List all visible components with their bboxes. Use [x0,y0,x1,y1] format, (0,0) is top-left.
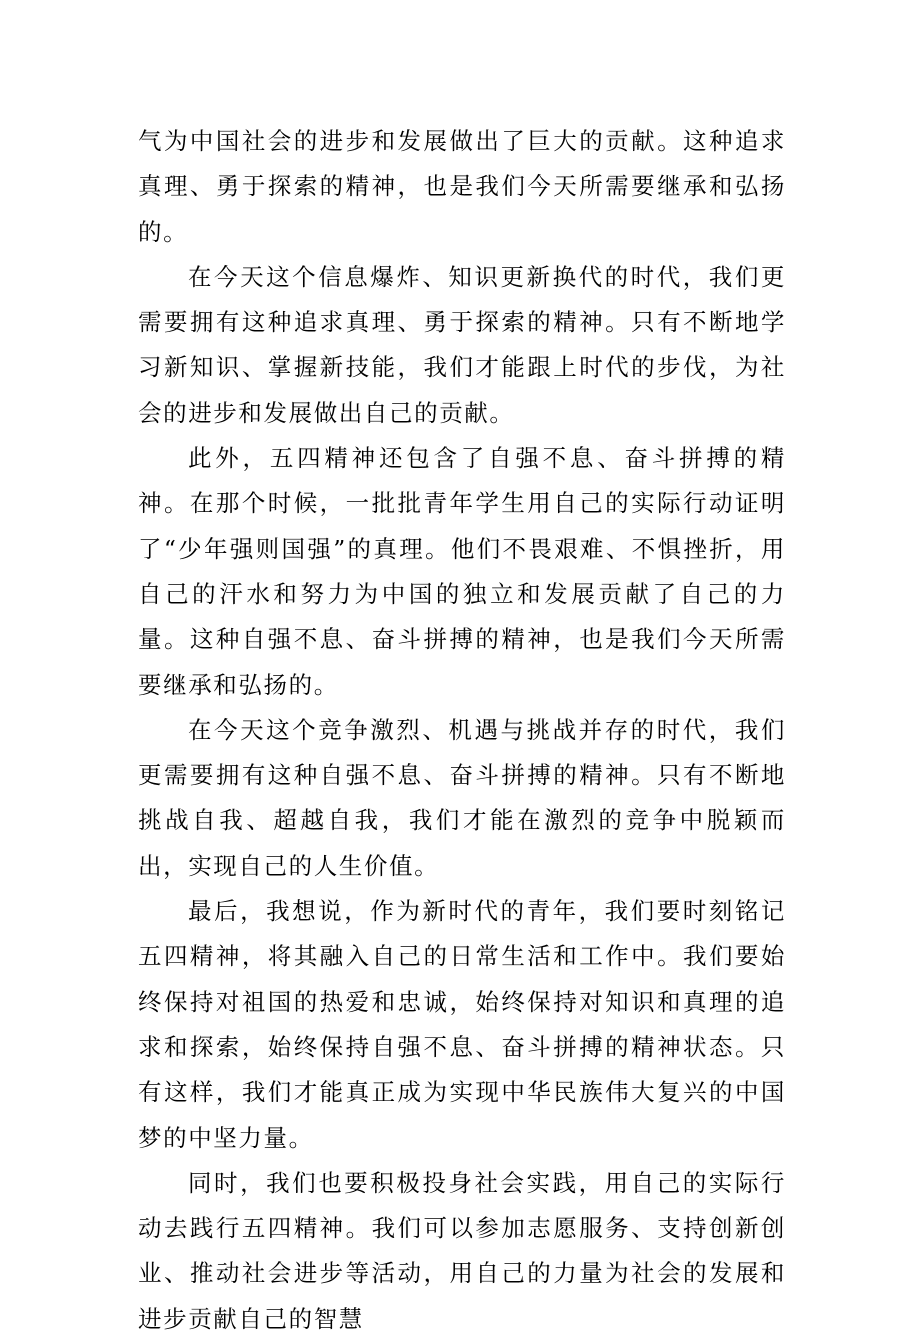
paragraph-2: 在今天这个信息爆炸、知识更新换代的时代，我们更需要拥有这种追求真理、勇于探索的精神。只有不断地学习新知识、掌握新技能，我们才能跟上时代的步伐，为社会的进步和发展做出自己的贡献。 [138,262,786,427]
paragraph-4: 在今天这个竞争激烈、机遇与挑战并存的时代，我们更需要拥有这种自强不息、奋斗拼搏的精神。只有不断地挑战自我、超越自我，我们才能在激烈的竞争中脱颖而出，实现自己的人生价值。 [138,715,786,880]
paragraph-1: 气为中国社会的进步和发展做出了巨大的贡献。这种追求真理、勇于探索的精神，也是我们今天所需要继承和弘扬的。 [138,127,786,246]
document-body [138,119,786,1342]
paragraph-3: 此外，五四精神还包含了自强不息、奋斗拼搏的精神。在那个时候，一批批青年学生用自己的实际行动证明了“少年强则国强”的真理。他们不畏艰难、不惧挫折，用自己的汗水和努力为中国的独立和发展贡献了自己的力量。这种自强不息、奋斗拼搏的精神，也是我们今天所需要继承和弘扬的。 [138,444,786,699]
paragraph-5: 最后，我想说，作为新时代的青年，我们要时刻铭记五四精神，将其融入自己的日常生活和工作中。我们要始终保持对祖国的热爱和忠诚，始终保持对知识和真理的追求和探索，始终保持自强不息、奋斗拼搏的精神状态。只有这样，我们才能真正成为实现中华民族伟大复兴的中国梦的中坚力量。 [138,897,786,1152]
paragraph-6: 同时，我们也要积极投身社会实践，用自己的实际行动去践行五四精神。我们可以参加志愿服务、支持创新创业、推动社会进步等活动，用自己的力量为社会的发展和进步贡献自己的智慧 [138,1168,786,1333]
